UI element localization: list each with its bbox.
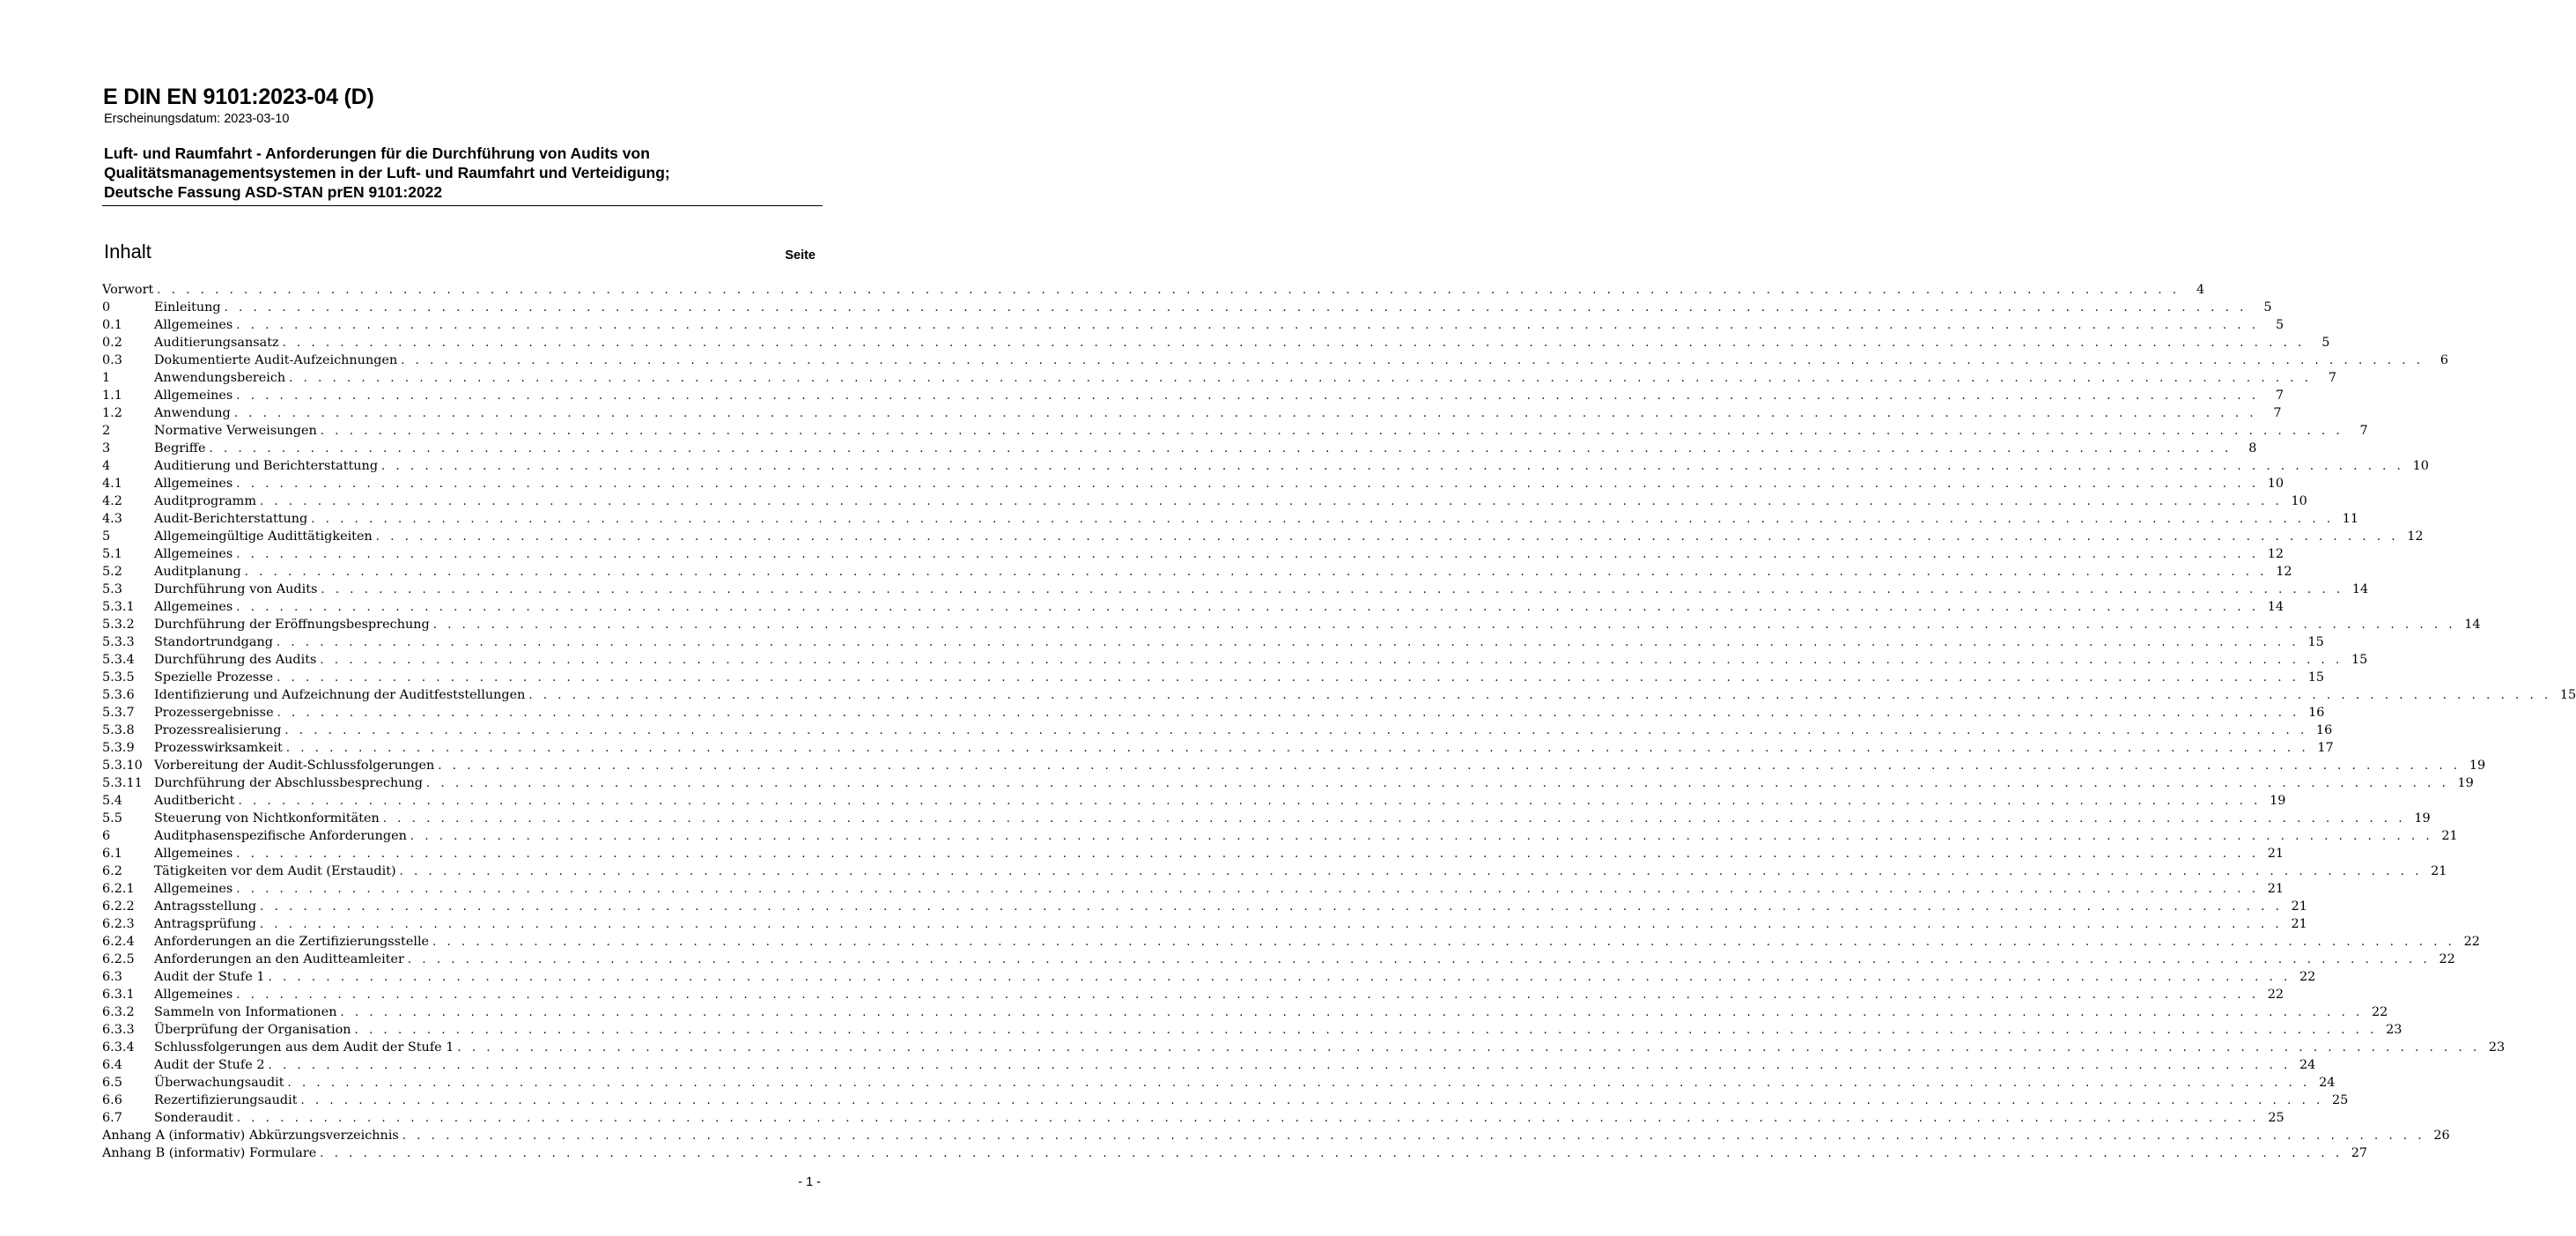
toc-entry-number: 5.3.11: [102, 776, 143, 790]
toc-entry-page: 16: [2315, 723, 2333, 737]
toc-entry[interactable]: [102, 669, 2325, 686]
toc-dot-leader: . . . . . . . . . . . . . . . . . . . . . . . . . . . . . . . . . . . . . . . . . . . . . . . . . . . . . . . . . . . . . . . . . . . . . . . . . . . . . . . . . . . . . . . . . . . . . . . . . . . . . . . . . . . . . . . . . . . . . . . . . . . . . . . . . . . . . . . . . . . .: [284, 724, 2308, 737]
toc-entry-page: 22: [2267, 988, 2284, 1002]
toc-entry-page: 10: [2291, 494, 2307, 508]
toc-entry-page: 23: [2488, 1040, 2506, 1055]
toc-entry-number: 6.3: [102, 970, 122, 984]
toc-entry-number: 6.2.4: [102, 935, 135, 949]
toc-entry-number: 6.5: [102, 1076, 122, 1090]
toc-dot-leader: . . . . . . . . . . . . . . . . . . . . . . . . . . . . . . . . . . . . . . . . . . . . . . . . . . . . . . . . . . . . . . . . . . . . . . . . . . . . . . . . . . . . . . . . . . . . . . . . . . . . . . . . . . . . . . . . . . . . . . . . . . . . . . . . . . . . . . . . . . . .: [432, 936, 2455, 949]
toc-entry-number: 5.3: [102, 582, 122, 596]
toc-entry-number: 5.3.4: [102, 653, 135, 667]
toc-entry-page: 21: [2291, 917, 2307, 931]
toc-entry-page: 21: [2441, 829, 2458, 843]
toc-entry-page: 21: [2267, 847, 2284, 861]
toc-dot-leader: . . . . . . . . . . . . . . . . . . . . . . . . . . . . . . . . . . . . . . . . . . . . . . . . . . . . . . . . . . . . . . . . . . . . . . . . . . . . . . . . . . . . . . . . . . . . . . . . . . . . . . . . . . . . . . . . . . . . . . . . . . . . . . . . . . . . . . . . . . . .: [260, 900, 2283, 914]
toc-entry[interactable]: [102, 510, 2359, 528]
toc-entry-title: Allgemeines: [154, 988, 233, 1002]
toc-entry-title: Anwendungsbereich: [154, 371, 286, 385]
toc-entry-title: Auditplanung: [154, 565, 241, 579]
toc-dot-leader: . . . . . . . . . . . . . . . . . . . . . . . . . . . . . . . . . . . . . . . . . . . . . . . . . . . . . . . . . . . . . . . . . . . . . . . . . . . . . . . . . . . . . . . . . . . . . . . . . . . . . . . . . . . . . . . . . . . . . . . . . . . . . . . . . . . . . . . . . . . .: [259, 495, 2283, 508]
toc-entry-page: 22: [2299, 970, 2316, 984]
toc-entry-number: 5.3.10: [102, 759, 143, 773]
toc-entry-title: Allgemeingültige Audittätigkeiten: [154, 529, 373, 544]
toc-entry-title: Spezielle Prozesse: [154, 670, 274, 685]
toc-entry-title: Schlussfolgerungen aus dem Audit der Stufe 1: [154, 1040, 454, 1055]
toc-dot-leader: . . . . . . . . . . . . . . . . . . . . . . . . . . . . . . . . . . . . . . . . . . . . . . . . . . . . . . . . . . . . . . . . . . . . . . . . . . . . . . . . . . . . . . . . . . . . . . . . . . . . . . . . . . . . . . . . . . . . . . . . . . . . . . . . . . . . . . . . . . . .: [354, 1024, 2378, 1037]
toc-entry-number: 5.3.6: [102, 688, 135, 702]
toc-dot-leader: . . . . . . . . . . . . . . . . . . . . . . . . . . . . . . . . . . . . . . . . . . . . . . . . . . . . . . . . . . . . . . . . . . . . . . . . . . . . . . . . . . . . . . . . . . . . . . . . . . . . . . . . . . . . . . . . . . . . . . . . . . . . . . . . . . . . . . . . . . . .: [320, 1147, 2343, 1160]
toc-entry-page: 7: [2328, 371, 2336, 385]
toc-entry-number: 3: [102, 441, 111, 455]
toc-entry-number: 6.2.1: [102, 882, 135, 896]
toc-dot-leader: . . . . . . . . . . . . . . . . . . . . . . . . . . . . . . . . . . . . . . . . . . . . . . . . . . . . . . . . . . . . . . . . . . . . . . . . . . . . . . . . . . . . . . . . . . . . . . . . . . . . . . . . . . . . . . . . . . . . . . . . . . . . . . . . . . . . . . . . . . . .: [407, 953, 2431, 966]
toc-entry[interactable]: [102, 1144, 2368, 1162]
toc-entry-title: Auditierungsansatz: [154, 336, 279, 350]
toc-dot-leader: . . . . . . . . . . . . . . . . . . . . . . . . . . . . . . . . . . . . . . . . . . . . . . . . . . . . . . . . . . . . . . . . . . . . . . . . . . . . . . . . . . . . . . . . . . . . . . . . . . . . . . . . . . . . . . . . . . . . . . . . . . . . . . . . . . . . . . . . . . . .: [311, 513, 2335, 526]
toc-entry-number: 5.3.1: [102, 600, 135, 614]
toc-entry-number: 6.2.2: [102, 899, 135, 914]
toc-dot-leader: . . . . . . . . . . . . . . . . . . . . . . . . . . . . . . . . . . . . . . . . . . . . . . . . . . . . . . . . . . . . . . . . . . . . . . . . . . . . . . . . . . . . . . . . . . . . . . . . . . . . . . . . . . . . . . . . . . . . . . . . . . . . . . . . . . . . . . . . . . . .: [157, 284, 2181, 297]
toc-entry-number: 6.2.5: [102, 952, 135, 966]
toc-dot-leader: . . . . . . . . . . . . . . . . . . . . . . . . . . . . . . . . . . . . . . . . . . . . . . . . . . . . . . . . . . . . . . . . . . . . . . . . . . . . . . . . . . . . . . . . . . . . . . . . . . . . . . . . . . . . . . . . . . . . . . . . . . . . . . . . . . . . . . . . . . . .: [528, 689, 2552, 702]
toc-dot-leader: . . . . . . . . . . . . . . . . . . . . . . . . . . . . . . . . . . . . . . . . . . . . . . . . . . . . . . . . . . . . . . . . . . . . . . . . . . . . . . . . . . . . . . . . . . . . . . . . . . . . . . . . . . . . . . . . . . . . . . . . . . . . . . . . . . . . . . . . . . . .: [285, 742, 2309, 755]
toc-entry-number: 6: [102, 829, 111, 843]
toc-entry[interactable]: [102, 598, 2284, 616]
toc-entry-page: 25: [2268, 1111, 2284, 1125]
toc-dot-leader: . . . . . . . . . . . . . . . . . . . . . . . . . . . . . . . . . . . . . . . . . . . . . . . . . . . . . . . . . . . . . . . . . . . . . . . . . . . . . . . . . . . . . . . . . . . . . . . . . . . . . . . . . . . . . . . . . . . . . . . . . . . . . . . . . . . . . . . . . . . .: [282, 337, 2306, 350]
toc-entry[interactable]: [102, 563, 2292, 581]
toc-entry-title: Durchführung des Audits: [154, 653, 317, 667]
toc-entry[interactable]: [102, 404, 2282, 422]
toc-entry-number: 1.2: [102, 406, 122, 420]
toc-entry-title: Dokumentierte Audit-Aufzeichnungen: [154, 353, 398, 367]
toc-entry-title: Vorbereitung der Audit-Schlussfolgerungen: [154, 759, 435, 773]
toc-entry-page: 7: [2273, 406, 2282, 420]
toc-entry-number: 5.2: [102, 565, 122, 579]
toc-dot-leader: . . . . . . . . . . . . . . . . . . . . . . . . . . . . . . . . . . . . . . . . . . . . . . . . . . . . . . . . . . . . . . . . . . . . . . . . . . . . . . . . . . . . . . . . . . . . . . . . . . . . . . . . . . . . . . . . . . . . . . . . . . . . . . . . . . . . . . . . . . . .: [236, 988, 2260, 1002]
toc-entry-title: Audit der Stufe 1: [154, 970, 265, 984]
toc-entry-number: 5.3.5: [102, 670, 135, 685]
toc-entry-page: 19: [2270, 794, 2286, 808]
toc-entry[interactable]: [102, 440, 2257, 457]
toc-dot-leader: . . . . . . . . . . . . . . . . . . . . . . . . . . . . . . . . . . . . . . . . . . . . . . . . . . . . . . . . . . . . . . . . . . . . . . . . . . . . . . . . . . . . . . . . . . . . . . . . . . . . . . . . . . . . . . . . . . . . . . . . . . . . . . . . . . . . . . . . . . . .: [438, 759, 2462, 773]
toc-dot-leader: . . . . . . . . . . . . . . . . . . . . . . . . . . . . . . . . . . . . . . . . . . . . . . . . . . . . . . . . . . . . . . . . . . . . . . . . . . . . . . . . . . . . . . . . . . . . . . . . . . . . . . . . . . . . . . . . . . . . . . . . . . . . . . . . . . . . . . . . . . . .: [236, 883, 2260, 896]
toc-entry[interactable]: [102, 933, 2480, 951]
toc-entry[interactable]: [102, 1056, 2316, 1074]
toc-entry-title: Tätigkeiten vor dem Audit (Erstaudit): [154, 864, 396, 878]
toc-entry-title: Audit der Stufe 2: [154, 1058, 265, 1072]
toc-entry-number: 5.3.9: [102, 741, 135, 755]
toc-entry-number: 1.1: [102, 389, 122, 403]
toc-entry-title: Sonderaudit: [154, 1111, 233, 1125]
toc-heading: Inhalt: [104, 241, 151, 263]
toc-dot-leader: . . . . . . . . . . . . . . . . . . . . . . . . . . . . . . . . . . . . . . . . . . . . . . . . . . . . . . . . . . . . . . . . . . . . . . . . . . . . . . . . . . . . . . . . . . . . . . . . . . . . . . . . . . . . . . . . . . . . . . . . . . . . . . . . . . . . . . . . . . . .: [410, 830, 2433, 843]
toc-entry-page: 7: [2359, 424, 2368, 438]
toc-entry-title: Auditierung und Berichterstattung: [154, 459, 379, 473]
toc-entry[interactable]: [102, 845, 2284, 862]
toc-entry-number: 6.6: [102, 1093, 122, 1107]
toc-dot-leader: . . . . . . . . . . . . . . . . . . . . . . . . . . . . . . . . . . . . . . . . . . . . . . . . . . . . . . . . . . . . . . . . . . . . . . . . . . . . . . . . . . . . . . . . . . . . . . . . . . . . . . . . . . . . . . . . . . . . . . . . . . . . . . . . . . . . . . . . . . . .: [381, 460, 2404, 473]
table-of-contents: [102, 281, 2576, 1162]
document-id: E DIN EN 9101:2023-04 (D): [103, 85, 374, 109]
toc-dot-leader: . . . . . . . . . . . . . . . . . . . . . . . . . . . . . . . . . . . . . . . . . . . . . . . . . . . . . . . . . . . . . . . . . . . . . . . . . . . . . . . . . . . . . . . . . . . . . . . . . . . . . . . . . . . . . . . . . . . . . . . . . . . . . . . . . . . . . . . . . . . .: [277, 671, 2300, 685]
toc-entry[interactable]: [102, 739, 2334, 757]
toc-entry-number: 4: [102, 459, 111, 473]
toc-entry-page: 15: [2351, 653, 2368, 667]
toc-entry-page: 19: [2457, 776, 2474, 790]
toc-entry-page: 5: [2263, 300, 2272, 315]
toc-entry-number: 5.3.7: [102, 706, 135, 720]
page-column-label: Seite: [785, 248, 816, 263]
toc-entry-number: 5.1: [102, 547, 122, 561]
toc-entry-title: Allgemeines: [154, 882, 233, 896]
toc-entry-number: 6.3.2: [102, 1005, 135, 1019]
toc-entry-title: Anwendung: [154, 406, 231, 420]
toc-entry-page: 19: [2414, 811, 2431, 825]
toc-dot-leader: . . . . . . . . . . . . . . . . . . . . . . . . . . . . . . . . . . . . . . . . . . . . . . . . . . . . . . . . . . . . . . . . . . . . . . . . . . . . . . . . . . . . . . . . . . . . . . . . . . . . . . . . . . . . . . . . . . . . . . . . . . . . . . . . . . . . . . . . . . . .: [320, 654, 2343, 667]
toc-entry-page: 4: [2196, 283, 2205, 297]
toc-entry-number: 4.1: [102, 477, 122, 491]
toc-entry-number: 5.4: [102, 794, 122, 808]
toc-entry-page: 7: [2275, 389, 2284, 403]
toc-entry-page: 24: [2299, 1058, 2316, 1072]
title-line: Qualitätsmanagementsystemen in der Luft- und Raumfahrt und Verteidigung;: [104, 164, 670, 181]
toc-entry-page: 22: [2463, 935, 2480, 949]
toc-entry-page: 14: [2464, 618, 2481, 632]
toc-entry[interactable]: [102, 281, 2205, 299]
toc-entry-number: 5: [102, 529, 111, 544]
toc-entry-title: Antragsstellung: [154, 899, 257, 914]
toc-entry-number: 5.3.2: [102, 618, 135, 632]
toc-dot-leader: . . . . . . . . . . . . . . . . . . . . . . . . . . . . . . . . . . . . . . . . . . . . . . . . . . . . . . . . . . . . . . . . . . . . . . . . . . . . . . . . . . . . . . . . . . . . . . . . . . . . . . . . . . . . . . . . . . . . . . . . . . . . . . . . . . . . . . . . . . . .: [401, 354, 2425, 367]
toc-dot-leader: . . . . . . . . . . . . . . . . . . . . . . . . . . . . . . . . . . . . . . . . . . . . . . . . . . . . . . . . . . . . . . . . . . . . . . . . . . . . . . . . . . . . . . . . . . . . . . . . . . . . . . . . . . . . . . . . . . . . . . . . . . . . . . . . . . . . . . . . . . . .: [287, 1077, 2311, 1090]
toc-entry[interactable]: [102, 528, 2424, 545]
toc-dot-leader: . . . . . . . . . . . . . . . . . . . . . . . . . . . . . . . . . . . . . . . . . . . . . . . . . . . . . . . . . . . . . . . . . . . . . . . . . . . . . . . . . . . . . . . . . . . . . . . . . . . . . . . . . . . . . . . . . . . . . . . . . . . . . . . . . . . . . . . . . . . .: [236, 389, 2260, 403]
toc-dot-leader: . . . . . . . . . . . . . . . . . . . . . . . . . . . . . . . . . . . . . . . . . . . . . . . . . . . . . . . . . . . . . . . . . . . . . . . . . . . . . . . . . . . . . . . . . . . . . . . . . . . . . . . . . . . . . . . . . . . . . . . . . . . . . . . . . . . . . . . . . . . .: [276, 636, 2299, 649]
toc-entry-title: Antragsprüfung: [154, 917, 256, 931]
toc-entry-page: 27: [2351, 1146, 2368, 1160]
toc-entry-title: Durchführung der Eröffnungsbesprechung: [154, 618, 430, 632]
toc-entry-title: Steuerung von Nichtkonformitäten: [154, 811, 380, 825]
toc-entry[interactable]: [102, 475, 2284, 492]
toc-entry-number: 6.3.4: [102, 1040, 135, 1055]
toc-entry-title: Audit-Berichterstattung: [154, 512, 308, 526]
toc-entry[interactable]: [102, 704, 2325, 722]
toc-entry-title: Auditbericht: [154, 794, 235, 808]
toc-entry-page: 14: [2351, 582, 2369, 596]
toc-entry[interactable]: [102, 387, 2284, 404]
toc-entry-number: 2: [102, 424, 111, 438]
toc-entry-page: 21: [2291, 899, 2307, 914]
toc-entry-page: 15: [2307, 635, 2324, 649]
toc-entry-title: Durchführung der Abschlussbesprechung: [154, 776, 424, 790]
toc-entry-number: 6.2.3: [102, 917, 135, 931]
toc-entry[interactable]: [102, 352, 2449, 369]
toc-entry[interactable]: [102, 545, 2284, 563]
toc-entry-title: Auditprogramm: [154, 494, 256, 508]
toc-entry[interactable]: [102, 827, 2458, 845]
toc-dot-leader: . . . . . . . . . . . . . . . . . . . . . . . . . . . . . . . . . . . . . . . . . . . . . . . . . . . . . . . . . . . . . . . . . . . . . . . . . . . . . . . . . . . . . . . . . . . . . . . . . . . . . . . . . . . . . . . . . . . . . . . . . . . . . . . . . . . . . . . . . . . .: [236, 319, 2260, 332]
toc-entry-page: 14: [2267, 600, 2284, 614]
toc-dot-leader: . . . . . . . . . . . . . . . . . . . . . . . . . . . . . . . . . . . . . . . . . . . . . . . . . . . . . . . . . . . . . . . . . . . . . . . . . . . . . . . . . . . . . . . . . . . . . . . . . . . . . . . . . . . . . . . . . . . . . . . . . . . . . . . . . . . . . . . . . . . .: [236, 477, 2260, 491]
toc-dot-leader: . . . . . . . . . . . . . . . . . . . . . . . . . . . . . . . . . . . . . . . . . . . . . . . . . . . . . . . . . . . . . . . . . . . . . . . . . . . . . . . . . . . . . . . . . . . . . . . . . . . . . . . . . . . . . . . . . . . . . . . . . . . . . . . . . . . . . . . . . . . .: [268, 971, 2292, 984]
toc-dot-leader: . . . . . . . . . . . . . . . . . . . . . . . . . . . . . . . . . . . . . . . . . . . . . . . . . . . . . . . . . . . . . . . . . . . . . . . . . . . . . . . . . . . . . . . . . . . . . . . . . . . . . . . . . . . . . . . . . . . . . . . . . . . . . . . . . . . . . . . . . . . .: [224, 301, 2248, 315]
toc-entry-number: 6.4: [102, 1058, 122, 1072]
toc-entry-number: 4.2: [102, 494, 122, 508]
toc-dot-leader: . . . . . . . . . . . . . . . . . . . . . . . . . . . . . . . . . . . . . . . . . . . . . . . . . . . . . . . . . . . . . . . . . . . . . . . . . . . . . . . . . . . . . . . . . . . . . . . . . . . . . . . . . . . . . . . . . . . . . . . . . . . . . . . . . . . . . . . . . . . .: [238, 795, 2262, 808]
toc-entry-title: Rezertifizierungsaudit: [154, 1093, 298, 1107]
toc-entry-number: 5.5: [102, 811, 122, 825]
toc-entry[interactable]: [102, 457, 2429, 475]
toc-entry-title: Begriffe: [154, 441, 206, 455]
toc-dot-leader: . . . . . . . . . . . . . . . . . . . . . . . . . . . . . . . . . . . . . . . . . . . . . . . . . . . . . . . . . . . . . . . . . . . . . . . . . . . . . . . . . . . . . . . . . . . . . . . . . . . . . . . . . . . . . . . . . . . . . . . . . . . . . . . . . . . . . . . . . . . .: [236, 847, 2260, 861]
page-number: - 1 -: [798, 1175, 821, 1189]
toc-entry[interactable]: [102, 1127, 2450, 1144]
toc-entry-title: Allgemeines: [154, 389, 233, 403]
title-line: Luft- und Raumfahrt - Anforderungen für die Durchführung von Audits von: [104, 144, 650, 162]
toc-entry-page: 11: [2342, 512, 2359, 526]
toc-entry[interactable]: [102, 633, 2324, 651]
toc-dot-leader: . . . . . . . . . . . . . . . . . . . . . . . . . . . . . . . . . . . . . . . . . . . . . . . . . . . . . . . . . . . . . . . . . . . . . . . . . . . . . . . . . . . . . . . . . . . . . . . . . . . . . . . . . . . . . . . . . . . . . . . . . . . . . . . . . . . . . . . . . . . .: [320, 425, 2343, 438]
toc-entry-title: Auditphasenspezifische Anforderungen: [154, 829, 407, 843]
toc-entry[interactable]: [102, 810, 2431, 827]
toc-entry-title: Prozesswirksamkeit: [154, 741, 283, 755]
toc-entry-page: 17: [2317, 741, 2334, 755]
toc-dot-leader: . . . . . . . . . . . . . . . . . . . . . . . . . . . . . . . . . . . . . . . . . . . . . . . . . . . . . . . . . . . . . . . . . . . . . . . . . . . . . . . . . . . . . . . . . . . . . . . . . . . . . . . . . . . . . . . . . . . . . . . . . . . . . . . . . . . . . . . . . . . .: [209, 442, 2233, 455]
toc-entry-number: 6.3.1: [102, 988, 135, 1002]
toc-dot-leader: . . . . . . . . . . . . . . . . . . . . . . . . . . . . . . . . . . . . . . . . . . . . . . . . . . . . . . . . . . . . . . . . . . . . . . . . . . . . . . . . . . . . . . . . . . . . . . . . . . . . . . . . . . . . . . . . . . . . . . . . . . . . . . . . . . . . . . . . . . . .: [457, 1041, 2481, 1055]
toc-entry-number: 6.2: [102, 864, 122, 878]
toc-entry-number: 6.3.3: [102, 1023, 135, 1037]
toc-entry-page: 21: [2431, 864, 2447, 878]
toc-dot-leader: . . . . . . . . . . . . . . . . . . . . . . . . . . . . . . . . . . . . . . . . . . . . . . . . . . . . . . . . . . . . . . . . . . . . . . . . . . . . . . . . . . . . . . . . . . . . . . . . . . . . . . . . . . . . . . . . . . . . . . . . . . . . . . . . . . . . . . . . . . . .: [300, 1094, 2324, 1107]
toc-entry[interactable]: [102, 686, 2576, 704]
title-line: Deutsche Fassung ASD-STAN prEN 9101:2022: [104, 183, 443, 201]
toc-entry-page: 24: [2319, 1076, 2336, 1090]
toc-entry[interactable]: [102, 492, 2307, 510]
toc-entry[interactable]: [102, 1074, 2336, 1092]
toc-dot-leader: . . . . . . . . . . . . . . . . . . . . . . . . . . . . . . . . . . . . . . . . . . . . . . . . . . . . . . . . . . . . . . . . . . . . . . . . . . . . . . . . . . . . . . . . . . . . . . . . . . . . . . . . . . . . . . . . . . . . . . . . . . . . . . . . . . . . . . . . . . . .: [259, 918, 2283, 931]
toc-entry[interactable]: [102, 968, 2316, 986]
toc-entry[interactable]: [102, 1109, 2284, 1127]
toc-entry-page: 26: [2433, 1129, 2450, 1143]
toc-dot-leader: . . . . . . . . . . . . . . . . . . . . . . . . . . . . . . . . . . . . . . . . . . . . . . . . . . . . . . . . . . . . . . . . . . . . . . . . . . . . . . . . . . . . . . . . . . . . . . . . . . . . . . . . . . . . . . . . . . . . . . . . . . . . . . . . . . . . . . . . . . . .: [268, 1059, 2292, 1072]
toc-entry-title: Standortrundgang: [154, 635, 273, 649]
toc-entry[interactable]: [102, 792, 2286, 810]
toc-entry-number: 6.1: [102, 847, 122, 861]
toc-dot-leader: . . . . . . . . . . . . . . . . . . . . . . . . . . . . . . . . . . . . . . . . . . . . . . . . . . . . . . . . . . . . . . . . . . . . . . . . . . . . . . . . . . . . . . . . . . . . . . . . . . . . . . . . . . . . . . . . . . . . . . . . . . . . . . . . . . . . . . . . . . . .: [382, 812, 2406, 825]
toc-entry-title: Anhang B (informativ) Formulare: [102, 1146, 317, 1160]
toc-entry-title: Anforderungen an den Auditteamleiter: [154, 952, 404, 966]
toc-entry-title: Anforderungen an die Zertifizierungsstelle: [154, 935, 430, 949]
toc-entry[interactable]: [102, 651, 2368, 669]
toc-entry-title: Vorwort: [102, 283, 154, 297]
toc-entry[interactable]: [102, 422, 2368, 440]
toc-entry-title: Allgemeines: [154, 847, 233, 861]
toc-entry-page: 10: [2267, 477, 2284, 491]
toc-entry-number: 0.1: [102, 318, 122, 332]
toc-entry-page: 21: [2267, 882, 2284, 896]
toc-entry-page: 22: [2372, 1005, 2388, 1019]
toc-dot-leader: . . . . . . . . . . . . . . . . . . . . . . . . . . . . . . . . . . . . . . . . . . . . . . . . . . . . . . . . . . . . . . . . . . . . . . . . . . . . . . . . . . . . . . . . . . . . . . . . . . . . . . . . . . . . . . . . . . . . . . . . . . . . . . . . . . . . . . . . . . . .: [236, 548, 2260, 561]
toc-entry-title: Einleitung: [154, 300, 221, 315]
toc-entry-title: Normative Verweisungen: [154, 424, 317, 438]
toc-entry-page: 15: [2559, 688, 2576, 702]
toc-entry-title: Prozessrealisierung: [154, 723, 282, 737]
toc-entry-title: Allgemeines: [154, 600, 233, 614]
toc-entry-number: 0: [102, 300, 111, 315]
toc-entry[interactable]: [102, 616, 2481, 633]
title-divider: [102, 205, 823, 206]
toc-entry[interactable]: [102, 951, 2455, 968]
toc-entry-page: 10: [2412, 459, 2429, 473]
toc-entry-page: 22: [2439, 952, 2455, 966]
toc-entry-number: 0.3: [102, 353, 122, 367]
toc-entry-page: 5: [2321, 336, 2330, 350]
toc-dot-leader: . . . . . . . . . . . . . . . . . . . . . . . . . . . . . . . . . . . . . . . . . . . . . . . . . . . . . . . . . . . . . . . . . . . . . . . . . . . . . . . . . . . . . . . . . . . . . . . . . . . . . . . . . . . . . . . . . . . . . . . . . . . . . . . . . . . . . . . . . . . .: [432, 618, 2456, 632]
toc-entry[interactable]: [102, 722, 2333, 739]
toc-entry-page: 8: [2248, 441, 2257, 455]
toc-dot-leader: . . . . . . . . . . . . . . . . . . . . . . . . . . . . . . . . . . . . . . . . . . . . . . . . . . . . . . . . . . . . . . . . . . . . . . . . . . . . . . . . . . . . . . . . . . . . . . . . . . . . . . . . . . . . . . . . . . . . . . . . . . . . . . . . . . . . . . . . . . . .: [233, 407, 2257, 420]
toc-dot-leader: . . . . . . . . . . . . . . . . . . . . . . . . . . . . . . . . . . . . . . . . . . . . . . . . . . . . . . . . . . . . . . . . . . . . . . . . . . . . . . . . . . . . . . . . . . . . . . . . . . . . . . . . . . . . . . . . . . . . . . . . . . . . . . . . . . . . . . . . . . . .: [277, 707, 2300, 720]
toc-entry-title: Prozessergebnisse: [154, 706, 274, 720]
toc-entry-page: 12: [2267, 547, 2284, 561]
toc-entry[interactable]: [102, 1021, 2403, 1039]
toc-entry-title: Sammeln von Informationen: [154, 1005, 337, 1019]
toc-entry-title: Durchführung von Audits: [154, 582, 318, 596]
toc-entry-number: 4.3: [102, 512, 122, 526]
toc-dot-leader: . . . . . . . . . . . . . . . . . . . . . . . . . . . . . . . . . . . . . . . . . . . . . . . . . . . . . . . . . . . . . . . . . . . . . . . . . . . . . . . . . . . . . . . . . . . . . . . . . . . . . . . . . . . . . . . . . . . . . . . . . . . . . . . . . . . . . . . . . . . .: [236, 601, 2260, 614]
toc-entry-title: Überprüfung der Organisation: [154, 1023, 351, 1037]
toc-entry-number: 1: [102, 371, 111, 385]
toc-entry[interactable]: [102, 316, 2284, 334]
toc-entry[interactable]: [102, 862, 2447, 880]
toc-entry[interactable]: [102, 915, 2307, 933]
toc-entry[interactable]: [102, 1039, 2506, 1056]
toc-dot-leader: . . . . . . . . . . . . . . . . . . . . . . . . . . . . . . . . . . . . . . . . . . . . . . . . . . . . . . . . . . . . . . . . . . . . . . . . . . . . . . . . . . . . . . . . . . . . . . . . . . . . . . . . . . . . . . . . . . . . . . . . . . . . . . . . . . . . . . . . . . . .: [426, 777, 2449, 790]
toc-dot-leader: . . . . . . . . . . . . . . . . . . . . . . . . . . . . . . . . . . . . . . . . . . . . . . . . . . . . . . . . . . . . . . . . . . . . . . . . . . . . . . . . . . . . . . . . . . . . . . . . . . . . . . . . . . . . . . . . . . . . . . . . . . . . . . . . . . . . . . . . . . . .: [289, 372, 2312, 385]
toc-entry[interactable]: [102, 1003, 2388, 1021]
toc-entry[interactable]: [102, 334, 2330, 352]
toc-dot-leader: . . . . . . . . . . . . . . . . . . . . . . . . . . . . . . . . . . . . . . . . . . . . . . . . . . . . . . . . . . . . . . . . . . . . . . . . . . . . . . . . . . . . . . . . . . . . . . . . . . . . . . . . . . . . . . . . . . . . . . . . . . . . . . . . . . . . . . . . . . . .: [402, 1129, 2425, 1143]
toc-entry-number: 5.3.3: [102, 635, 135, 649]
toc-dot-leader: . . . . . . . . . . . . . . . . . . . . . . . . . . . . . . . . . . . . . . . . . . . . . . . . . . . . . . . . . . . . . . . . . . . . . . . . . . . . . . . . . . . . . . . . . . . . . . . . . . . . . . . . . . . . . . . . . . . . . . . . . . . . . . . . . . . . . . . . . . . .: [340, 1006, 2364, 1019]
toc-entry-number: 6.7: [102, 1111, 122, 1125]
toc-entry-title: Allgemeines: [154, 547, 233, 561]
toc-entry-page: 12: [2407, 529, 2424, 544]
toc-entry-number: 5.3.8: [102, 723, 135, 737]
toc-entry-title: Identifizierung und Aufzeichnung der Auditfeststellungen: [154, 688, 526, 702]
toc-dot-leader: . . . . . . . . . . . . . . . . . . . . . . . . . . . . . . . . . . . . . . . . . . . . . . . . . . . . . . . . . . . . . . . . . . . . . . . . . . . . . . . . . . . . . . . . . . . . . . . . . . . . . . . . . . . . . . . . . . . . . . . . . . . . . . . . . . . . . . . . . . . .: [375, 530, 2399, 544]
toc-entry-page: 6: [2439, 353, 2449, 367]
publication-date: Erscheinungsdatum: 2023-03-10: [104, 112, 290, 126]
toc-entry-page: 23: [2386, 1023, 2403, 1037]
toc-entry-title: Überwachungsaudit: [154, 1076, 284, 1090]
toc-entry[interactable]: [102, 880, 2284, 898]
toc-entry-page: 16: [2308, 706, 2325, 720]
toc-entry[interactable]: [102, 774, 2474, 792]
toc-entry-page: 12: [2276, 565, 2292, 579]
toc-dot-leader: . . . . . . . . . . . . . . . . . . . . . . . . . . . . . . . . . . . . . . . . . . . . . . . . . . . . . . . . . . . . . . . . . . . . . . . . . . . . . . . . . . . . . . . . . . . . . . . . . . . . . . . . . . . . . . . . . . . . . . . . . . . . . . . . . . . . . . . . . . . .: [399, 865, 2423, 878]
toc-entry[interactable]: [102, 581, 2369, 598]
toc-entry[interactable]: [102, 898, 2307, 915]
document-title: [104, 144, 826, 202]
toc-entry[interactable]: [102, 1092, 2349, 1109]
toc-entry-title: Allgemeines: [154, 318, 233, 332]
toc-dot-leader: . . . . . . . . . . . . . . . . . . . . . . . . . . . . . . . . . . . . . . . . . . . . . . . . . . . . . . . . . . . . . . . . . . . . . . . . . . . . . . . . . . . . . . . . . . . . . . . . . . . . . . . . . . . . . . . . . . . . . . . . . . . . . . . . . . . . . . . . . . . .: [236, 1112, 2260, 1125]
toc-entry[interactable]: [102, 986, 2284, 1003]
toc-entry[interactable]: [102, 757, 2486, 774]
toc-entry[interactable]: [102, 299, 2272, 316]
toc-dot-leader: . . . . . . . . . . . . . . . . . . . . . . . . . . . . . . . . . . . . . . . . . . . . . . . . . . . . . . . . . . . . . . . . . . . . . . . . . . . . . . . . . . . . . . . . . . . . . . . . . . . . . . . . . . . . . . . . . . . . . . . . . . . . . . . . . . . . . . . . . . . .: [321, 583, 2344, 596]
toc-entry-title: Allgemeines: [154, 477, 233, 491]
toc-entry-title: Anhang A (informativ) Abkürzungsverzeichnis: [102, 1129, 399, 1143]
toc-entry-page: 5: [2275, 318, 2284, 332]
toc-entry[interactable]: [102, 369, 2336, 387]
toc-entry-page: 19: [2469, 759, 2486, 773]
toc-dot-leader: . . . . . . . . . . . . . . . . . . . . . . . . . . . . . . . . . . . . . . . . . . . . . . . . . . . . . . . . . . . . . . . . . . . . . . . . . . . . . . . . . . . . . . . . . . . . . . . . . . . . . . . . . . . . . . . . . . . . . . . . . . . . . . . . . . . . . . . . . . . .: [244, 566, 2268, 579]
toc-entry-number: 0.2: [102, 336, 122, 350]
toc-entry-page: 25: [2332, 1093, 2349, 1107]
toc-entry-page: 15: [2307, 670, 2325, 685]
